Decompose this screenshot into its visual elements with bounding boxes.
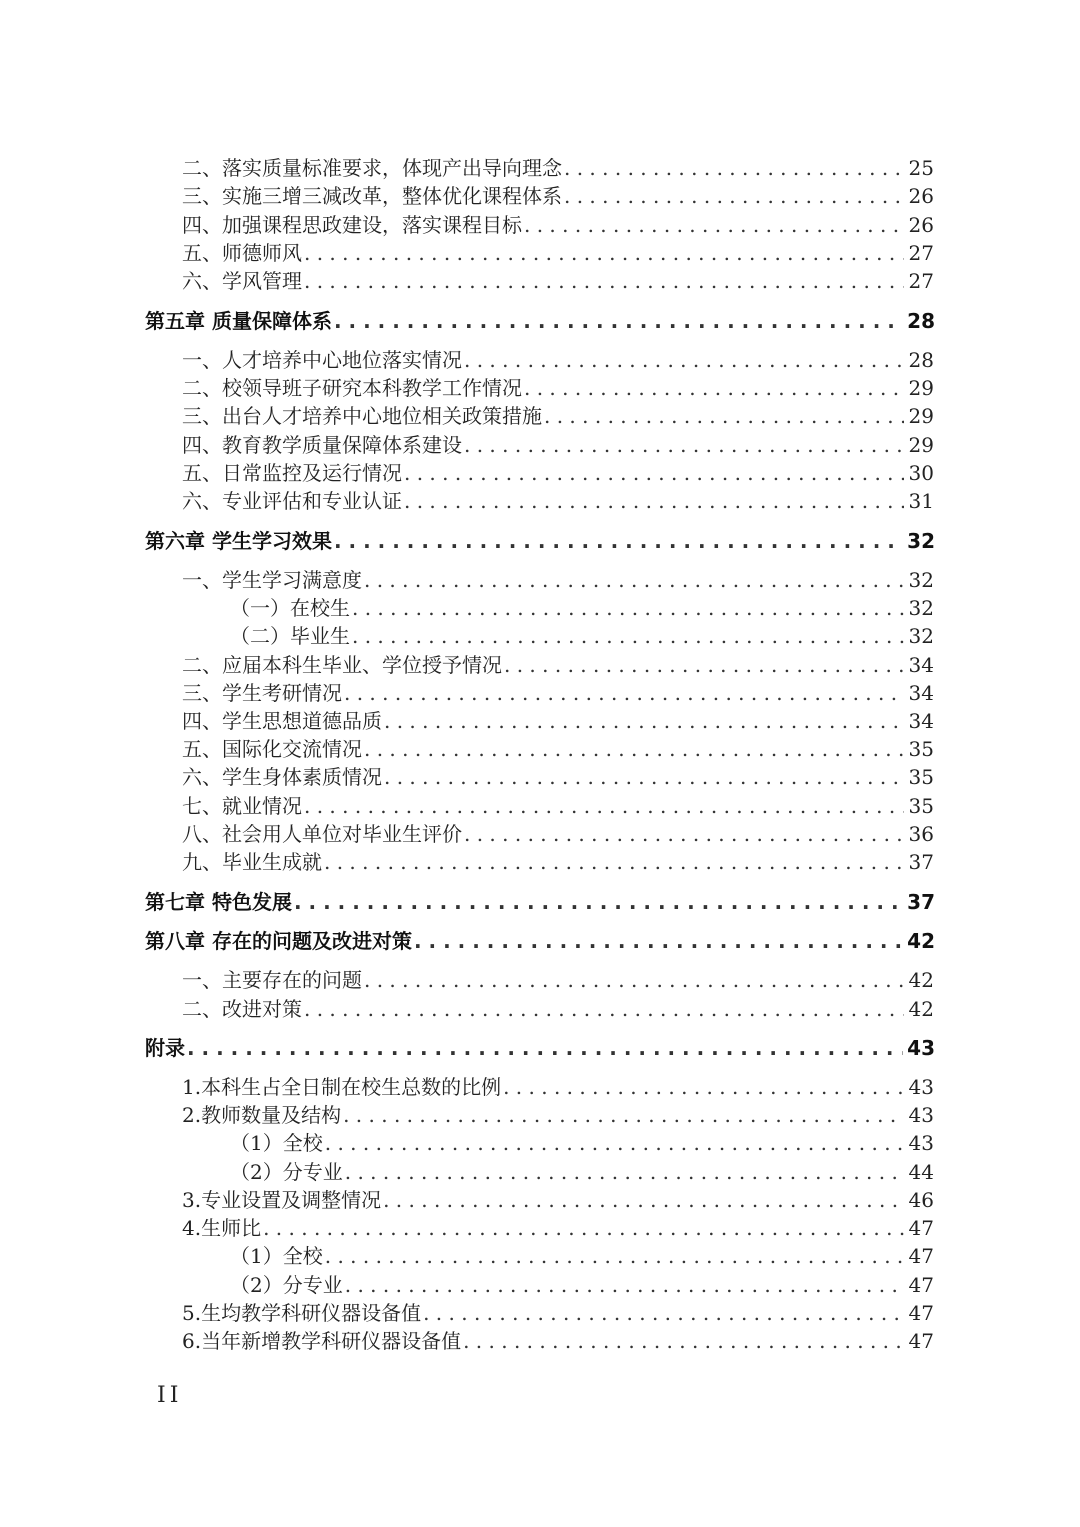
- toc-entry-title: 附录: [145, 1036, 185, 1060]
- toc-entry[interactable]: [182, 265, 934, 293]
- dot-leader: [564, 156, 904, 180]
- dot-leader: [503, 1075, 904, 1099]
- toc-entry[interactable]: [182, 818, 934, 846]
- page-footer-number: II: [157, 1383, 183, 1408]
- toc-entry[interactable]: [182, 649, 934, 677]
- toc-page-number: 31: [908, 489, 934, 513]
- toc-entry[interactable]: [182, 152, 934, 180]
- toc-entry[interactable]: [182, 237, 934, 265]
- dot-leader: [345, 1273, 904, 1297]
- dot-leader: [187, 1036, 903, 1060]
- dot-leader: [324, 850, 904, 874]
- toc-entry-title: 三、学生考研情况: [182, 681, 342, 705]
- toc-page-number: 32: [907, 529, 935, 553]
- dot-leader: [364, 568, 904, 592]
- toc-page-number: 30: [908, 461, 934, 485]
- toc-entry[interactable]: [182, 400, 934, 428]
- dot-leader: [464, 822, 904, 846]
- dot-leader: [263, 1216, 904, 1240]
- toc-page-number: 28: [908, 348, 934, 372]
- toc-entry[interactable]: [182, 1184, 934, 1212]
- toc-page-number: 47: [908, 1301, 934, 1325]
- toc-entry-title: （一）在校生: [230, 596, 350, 620]
- toc-page-number: 43: [908, 1075, 934, 1099]
- toc-entry[interactable]: [230, 1240, 934, 1268]
- dot-leader: [384, 709, 904, 733]
- toc-chapter-entry[interactable]: [145, 525, 935, 553]
- toc-entry-title: 三、实施三增三减改革，整体优化课程体系: [182, 184, 562, 208]
- dot-leader: [304, 241, 904, 265]
- toc-entry-title: 二、改进对策: [182, 997, 302, 1021]
- dot-leader: [352, 624, 904, 648]
- toc-entry-title: 四、加强课程思政建设，落实课程目标: [182, 213, 522, 237]
- toc-page-number: 36: [908, 822, 934, 846]
- toc-entry[interactable]: [230, 1127, 934, 1155]
- toc-entry-title: 第六章 学生学习效果: [145, 529, 332, 553]
- toc-entry[interactable]: [182, 1071, 934, 1099]
- toc-entry[interactable]: [182, 964, 934, 992]
- dot-leader: [564, 184, 904, 208]
- dot-leader: [383, 1188, 904, 1212]
- toc-entry[interactable]: [182, 733, 934, 761]
- toc-entry-title: （2）分专业: [230, 1273, 343, 1297]
- toc-page-number: 32: [908, 568, 934, 592]
- dot-leader: [524, 376, 904, 400]
- toc-entry[interactable]: [182, 846, 934, 874]
- toc-page-number: 32: [908, 596, 934, 620]
- dot-leader: [364, 968, 904, 992]
- toc-entry-title: 一、学生学习满意度: [182, 568, 362, 592]
- toc-entry-title: 2.教师数量及结构: [182, 1103, 342, 1127]
- dot-leader: [524, 213, 904, 237]
- toc-entry-title: 四、学生思想道德品质: [182, 709, 382, 733]
- toc-entry[interactable]: [182, 761, 934, 789]
- toc-entry[interactable]: [182, 344, 934, 372]
- dot-leader: [334, 309, 903, 333]
- toc-page-number: 26: [908, 213, 934, 237]
- dot-leader: [544, 404, 904, 428]
- toc-entry-title: 第五章 质量保障体系: [145, 309, 332, 333]
- toc-page-number: 37: [908, 850, 934, 874]
- toc-entry-title: 一、人才培养中心地位落实情况: [182, 348, 462, 372]
- toc-entry-title: （1）全校: [230, 1131, 323, 1155]
- toc-entry[interactable]: [182, 180, 934, 208]
- toc-entry-title: 4.生师比: [182, 1216, 262, 1240]
- dot-leader: [325, 1244, 904, 1268]
- toc-page-number: 42: [908, 968, 934, 992]
- dot-leader: [345, 1160, 904, 1184]
- toc-page-number: 29: [908, 404, 934, 428]
- toc-chapter-entry[interactable]: [145, 886, 935, 914]
- toc-entry[interactable]: [230, 592, 934, 620]
- toc-entry[interactable]: [182, 564, 934, 592]
- toc-entry-title: 六、专业评估和专业认证: [182, 489, 402, 513]
- toc-entry-title: 八、社会用人单位对毕业生评价: [182, 822, 462, 846]
- toc-page-number: 28: [907, 309, 935, 333]
- toc-entry[interactable]: [182, 1212, 934, 1240]
- toc-entry[interactable]: [182, 993, 934, 1021]
- toc-page-number: 43: [908, 1103, 934, 1127]
- dot-leader: [352, 596, 904, 620]
- toc-page-number: 27: [908, 269, 934, 293]
- dot-leader: [294, 890, 903, 914]
- toc-entry[interactable]: [182, 790, 934, 818]
- toc-page-number: 25: [908, 156, 934, 180]
- toc-entry-title: 五、国际化交流情况: [182, 737, 362, 761]
- toc-entry-title: 七、就业情况: [182, 794, 302, 818]
- dot-leader: [304, 794, 904, 818]
- toc-page-number: 42: [908, 997, 934, 1021]
- dot-leader: [325, 1131, 904, 1155]
- toc-page-number: 43: [908, 1131, 934, 1155]
- toc-entry-title: 第八章 存在的问题及改进对策: [145, 929, 412, 953]
- dot-leader: [304, 269, 904, 293]
- toc-entry[interactable]: [230, 620, 934, 648]
- toc-page-number: 47: [908, 1244, 934, 1268]
- toc-page-number: 47: [908, 1329, 934, 1353]
- toc-entry-title: 1.本科生占全日制在校生总数的比例: [182, 1075, 502, 1099]
- toc-page-number: 29: [908, 376, 934, 400]
- toc-page-number: 35: [908, 737, 934, 761]
- toc-entry-title: 二、校领导班子研究本科教学工作情况: [182, 376, 522, 400]
- toc-page-number: 47: [908, 1216, 934, 1240]
- toc-entry[interactable]: [182, 209, 934, 237]
- toc-page-number: 37: [907, 890, 935, 914]
- dot-leader: [404, 489, 904, 513]
- dot-leader: [464, 433, 904, 457]
- toc-page-number: 27: [908, 241, 934, 265]
- dot-leader: [343, 1103, 904, 1127]
- toc-page-number: 46: [908, 1188, 934, 1212]
- toc-entry-title: 六、学风管理: [182, 269, 302, 293]
- toc-entry[interactable]: [182, 1099, 934, 1127]
- dot-leader: [423, 1301, 904, 1325]
- toc-entry-title: （二）毕业生: [230, 624, 350, 648]
- toc-entry-title: 三、出台人才培养中心地位相关政策措施: [182, 404, 542, 428]
- dot-leader: [344, 681, 904, 705]
- toc-entry-title: 五、师德师风: [182, 241, 302, 265]
- dot-leader: [384, 765, 904, 789]
- toc-entry-title: 6.当年新增教学科研仪器设备值: [182, 1329, 462, 1353]
- toc-entry-title: 五、日常监控及运行情况: [182, 461, 402, 485]
- toc-entry[interactable]: [182, 1325, 934, 1353]
- toc-entry[interactable]: [182, 677, 934, 705]
- toc-entry-title: 二、应届本科生毕业、学位授予情况: [182, 653, 502, 677]
- toc-page-number: 34: [908, 653, 934, 677]
- toc-entry-title: 3.专业设置及调整情况: [182, 1188, 382, 1212]
- toc-entry[interactable]: [182, 457, 934, 485]
- toc-entry[interactable]: [230, 1269, 934, 1297]
- dot-leader: [463, 1329, 904, 1353]
- dot-leader: [464, 348, 904, 372]
- dot-leader: [404, 461, 904, 485]
- toc-page-number: 47: [908, 1273, 934, 1297]
- dot-leader: [414, 929, 903, 953]
- toc-entry-title: （2）分专业: [230, 1160, 343, 1184]
- toc-entry[interactable]: [182, 485, 934, 513]
- toc-page-number: 35: [908, 765, 934, 789]
- toc-page-number: 26: [908, 184, 934, 208]
- toc-entry[interactable]: [182, 372, 934, 400]
- dot-leader: [304, 997, 904, 1021]
- toc-entry-title: 第七章 特色发展: [145, 890, 292, 914]
- toc-entry-title: 一、主要存在的问题: [182, 968, 362, 992]
- toc-page-number: 34: [908, 681, 934, 705]
- toc-entry-title: （1）全校: [230, 1244, 323, 1268]
- dot-leader: [504, 653, 904, 677]
- toc-page-number: 44: [908, 1160, 934, 1184]
- toc-entry[interactable]: [230, 1156, 934, 1184]
- toc-chapter-entry[interactable]: [145, 1032, 935, 1060]
- toc-entry[interactable]: [182, 1297, 934, 1325]
- toc-page-number: 43: [907, 1036, 935, 1060]
- toc-chapter-entry[interactable]: [145, 925, 935, 953]
- toc-entry-title: 六、学生身体素质情况: [182, 765, 382, 789]
- toc-page-number: 34: [908, 709, 934, 733]
- toc-entry-title: 5.生均教学科研仪器设备值: [182, 1301, 422, 1325]
- toc-page-number: 35: [908, 794, 934, 818]
- toc-chapter-entry[interactable]: [145, 305, 935, 333]
- toc-entry[interactable]: [182, 705, 934, 733]
- toc-entry-title: 二、落实质量标准要求，体现产出导向理念: [182, 156, 562, 180]
- toc-page-number: 42: [907, 929, 935, 953]
- dot-leader: [364, 737, 904, 761]
- dot-leader: [334, 529, 903, 553]
- toc-page-number: 29: [908, 433, 934, 457]
- toc-entry[interactable]: [182, 429, 934, 457]
- toc-entry-title: 四、教育教学质量保障体系建设: [182, 433, 462, 457]
- toc-entry-title: 九、毕业生成就: [182, 850, 322, 874]
- toc-page-number: 32: [908, 624, 934, 648]
